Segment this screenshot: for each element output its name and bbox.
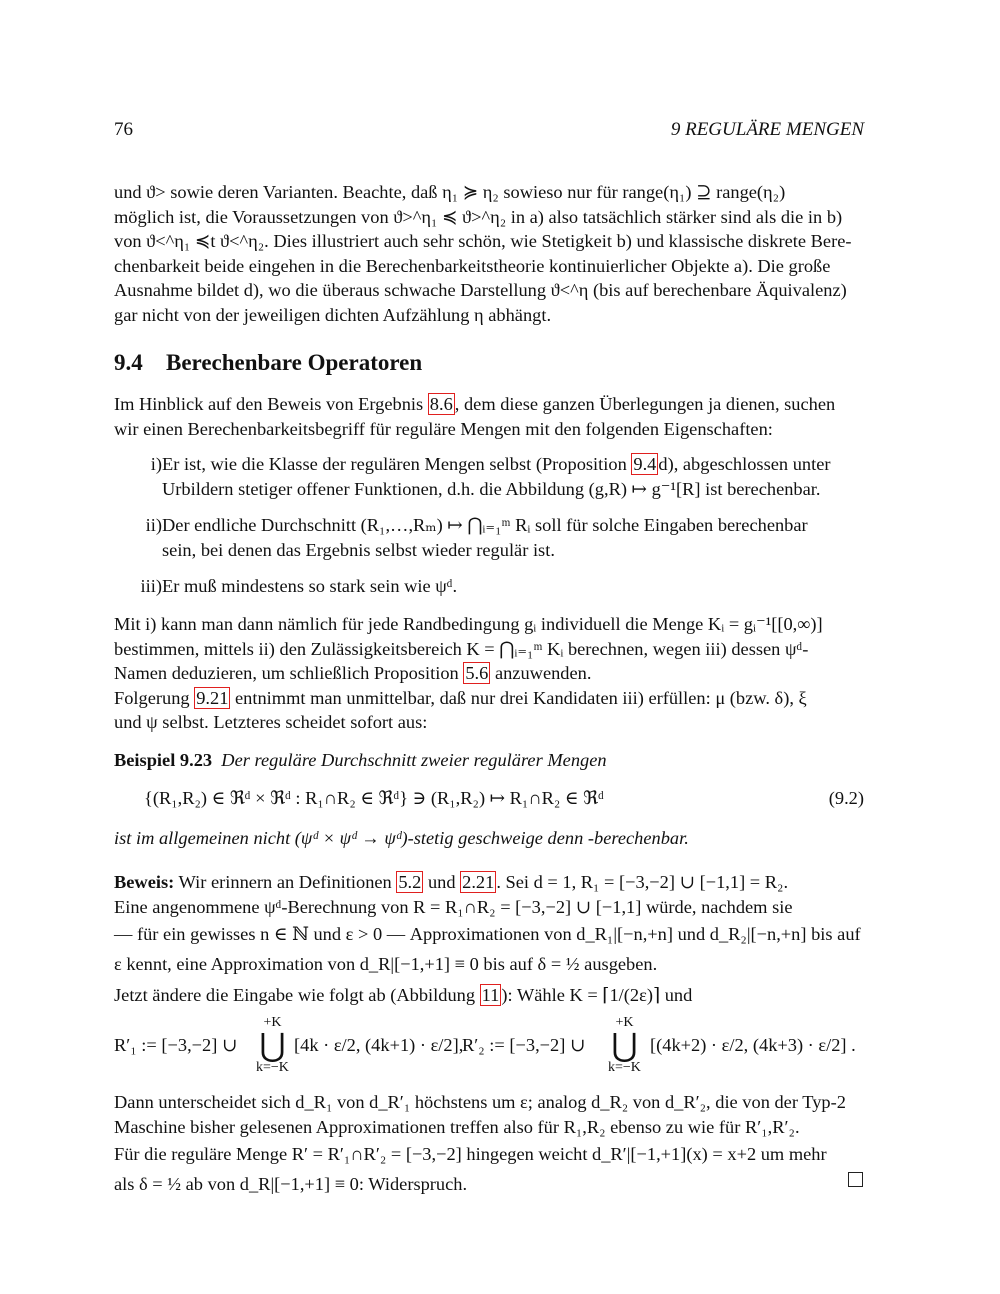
equation-body: {(R₁,R₂) ∈ ℜᵈ × ℜᵈ : R₁∩R₂ ∈ ℜᵈ} ∋ (R₁,R₂) ↦ R₁∩R₂ ∈ ℜᵈ	[144, 788, 604, 808]
union-symbol-icon: ⋃	[259, 1027, 286, 1063]
union-upper-limit: +K	[615, 1015, 634, 1030]
running-title: 9 REGULÄRE MENGEN	[670, 119, 864, 140]
union-display	[114, 1015, 864, 1080]
union-symbol-icon: ⋃	[611, 1027, 638, 1063]
example-label: Beispiel 9.23	[114, 750, 213, 770]
big-union-left	[256, 1015, 289, 1075]
list-item-text-part: Er muß mindestens so stark sein wie ψᵈ.	[162, 576, 458, 596]
proof-text: Jetzt ändere die Eingabe wie folgt ab (Abbildung	[114, 985, 480, 1005]
example-statement: ist im allgemeinen nicht (ψᵈ × ψᵈ → ψᵈ)-stetig geschweige denn -berechenbar.	[114, 828, 689, 848]
list-item-text	[162, 574, 864, 599]
equation-number: (9.2)	[828, 788, 864, 808]
intro-line: möglich ist, die Voraussetzungen von ϑ>^η₁ ≼ ϑ>^η₂ in a) also tatsächlich stärker sind als die in b)	[114, 206, 843, 227]
proof-line: — für ein gewisses n ∈ ℕ und ε > 0 — Approximationen von d_R₁|[−n,+n] und d_R₂|[−n,+n] bis auf	[114, 924, 861, 944]
union-lower-limit: k=−K	[608, 1060, 641, 1075]
proof-text: . Sei d = 1, R₁ = [−3,−2] ∪ [−1,1] = R₂.	[496, 872, 789, 892]
list-item-text-part: sein, bei denen das Ergebnis selbst wieder regulär ist.	[162, 539, 555, 560]
paragraph-text: anzuwenden.	[490, 663, 592, 683]
list-item-label: ii)	[145, 515, 162, 535]
paragraph-line: Mit i) kann man dann nämlich für jede Randbedingung gᵢ individuell die Menge Kᵢ = gᵢ⁻¹[[0,∞)]	[114, 614, 823, 634]
proof-line: Eine angenommene ψᵈ-Berechnung von R = R₁∩R₂ = [−3,−2] ∪ [−1,1] würde, nachdem sie	[114, 896, 793, 917]
proof-line: Maschine bisher gelesenen Approximationen treffen also für R₁,R₂ ebenso zu wie für R′₁,R′₂.	[114, 1116, 800, 1137]
ref-link-5-6[interactable]: 5.6	[465, 663, 489, 683]
proof-line: Für die reguläre Menge R′ = R′₁∩R′₂ = [−3,−2] hingegen weicht d_R′|[−1,+1](x) = x+2 um mehr	[114, 1144, 827, 1164]
section-number: 9.4	[114, 350, 143, 375]
big-union-right	[608, 1015, 641, 1075]
intro-line: und ϑ> sowie deren Varianten. Beachte, daß η₁ ≽ η₂ sowieso nur für range(η₁) ⊇ range(η₂)	[114, 182, 786, 202]
proof-text: und	[423, 872, 461, 892]
ref-link-11[interactable]: 11	[481, 985, 500, 1005]
section-intro-line2: wir einen Berechenbarkeitsbegriff für reguläre Mengen mit den folgenden Eigenschaften:	[114, 418, 773, 439]
example-heading	[114, 748, 864, 773]
ref-link-2-21[interactable]: 2.21	[462, 872, 495, 892]
paragraph-text: Namen deduzieren, um schließlich Proposition	[114, 663, 464, 683]
r2-prime-term: [(4k+2) · ε/2, (4k+3) · ε/2] .	[650, 1035, 856, 1055]
section-intro-text: , dem diese ganzen Überlegungen ja dienen, suchen	[454, 394, 836, 414]
list-item-text	[162, 452, 864, 501]
proof-text: Wir erinnern an Definitionen	[174, 872, 397, 892]
intro-line: Ausnahme bildet d), wo die überaus schwache Darstellung ϑ<^η (bis auf berechenbare Äquivalenz)	[114, 280, 847, 300]
intro-line: gar nicht von der jeweiligen dichten Aufzählung η abhängt.	[114, 304, 552, 325]
list-item-text	[162, 513, 864, 562]
ref-link-9-4[interactable]: 9.4	[633, 454, 657, 474]
section-heading	[114, 350, 422, 376]
proof-line: Dann unterscheidet sich d_R₁ von d_R′₁ höchstens um ε; analog d_R₂ von d_R′₂, die von der Typ-2	[114, 1092, 846, 1112]
ref-link-9-21[interactable]: 9.21	[196, 687, 229, 708]
section-title: Berechenbare Operatoren	[166, 350, 423, 375]
consequence-paragraph	[114, 612, 864, 735]
intro-paragraph	[114, 180, 864, 327]
proof-block	[114, 870, 864, 1011]
ref-link-5-2[interactable]: 5.2	[398, 872, 422, 892]
intro-line: chenbarkeit beide eingehen in die Berechenbarkeitstheorie kontinuierlicher Objekte a). Die große	[114, 255, 831, 276]
union-lower-limit: k=−K	[256, 1060, 289, 1075]
intro-line: von ϑ<^η₁ ≼t ϑ<^η₂. Dies illustriert auch sehr schön, wie Stetigkeit b) und klassische diskrete Bere-	[114, 231, 852, 251]
example-title: Der reguläre Durchschnitt zweier regulärer Mengen	[221, 750, 607, 770]
r2-prime-def: R′₂ := [−3,−2] ∪	[462, 1035, 586, 1055]
r1-prime-term: [4k · ε/2, (4k+1) · ε/2],	[294, 1035, 464, 1055]
list-item-text-part: Der endliche Durchschnitt (R₁,…,Rₘ) ↦ ⋂ᵢ₌₁ᵐ Rᵢ soll für solche Eingaben berechenbar	[162, 515, 808, 535]
qed-square-icon	[848, 1172, 863, 1187]
r1-prime-def: R′₁ := [−3,−2] ∪	[114, 1035, 238, 1055]
page-number: 76	[114, 119, 133, 140]
proof-line: als δ = ½ ab von d_R|[−1,+1] ≡ 0: Widerspruch.	[114, 1174, 468, 1194]
list-item-label: iii)	[140, 576, 162, 596]
section-intro	[114, 392, 864, 441]
proof-label: Beweis:	[114, 872, 175, 892]
paragraph-text: Folgerung	[114, 687, 195, 708]
list-item-text-part: Urbildern stetiger offener Funktionen, d.h. die Abbildung (g,R) ↦ g⁻¹[R] ist berechenbar.	[162, 478, 821, 499]
proof-line: ε kennt, eine Approximation von d_R|[−1,+1] ≡ 0 bis auf δ = ½ ausgeben.	[114, 954, 658, 974]
list-item-label: i)	[150, 454, 162, 474]
list-item-text-part: d), abgeschlossen unter	[658, 454, 831, 474]
paragraph-line: und ψ selbst. Letzteres scheidet sofort aus:	[114, 712, 428, 732]
paragraph-text: entnimmt man unmittelbar, daß nur drei Kandidaten iii) erfüllen: μ (bzw. δ), ξ	[230, 687, 807, 708]
list-item-text-part: Er ist, wie die Klasse der regulären Mengen selbst (Proposition	[162, 454, 632, 474]
union-upper-limit: +K	[263, 1015, 282, 1030]
section-intro-text: Im Hinblick auf den Beweis von Ergebnis	[114, 394, 428, 414]
paragraph-line: bestimmen, mittels ii) den Zulässigkeitsbereich K = ⋂ᵢ₌₁ᵐ Kᵢ berechnen, wegen iii) dessen ψᵈ-	[114, 638, 809, 659]
proof-text: ): Wähle K = ⌈1/(2ε)⌉ und	[501, 985, 693, 1005]
proof-continuation	[114, 1090, 864, 1199]
ref-link-8-6[interactable]: 8.6	[429, 394, 453, 414]
